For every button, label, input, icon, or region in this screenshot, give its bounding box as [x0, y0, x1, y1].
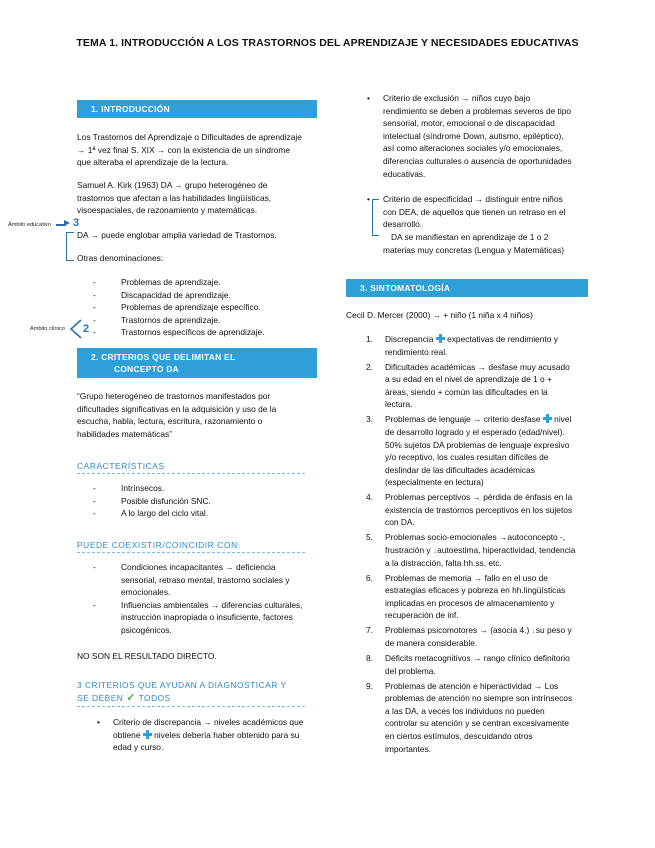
list-item	[366, 413, 576, 489]
checkmark-icon: ✓	[126, 691, 136, 704]
arrow-head-icon	[64, 220, 70, 226]
subheading-text-b: TODOS	[138, 692, 171, 703]
intro-paragraph-4: Otras denominaciones:	[77, 253, 164, 263]
item-text-a: Problemas de lenguaje → criterio desfase	[385, 414, 541, 425]
criterio-exclusion-list	[366, 92, 574, 180]
list-item	[96, 716, 306, 754]
list-item: - Discapacidad de aprendizaje.	[93, 289, 305, 302]
brace-icon	[69, 318, 83, 340]
item-text-b: expectativas de rendimiento y rendimiento real.	[385, 334, 558, 357]
item-text-a: Problemas psicomotores → (asocia 4.)	[385, 625, 530, 636]
item-text-a: Problemas perceptivos → pérdida de énfasis en la existencia de trastornos perceptivos en los sujetos con DA.	[385, 492, 573, 528]
item-text-a: Déficits metacognitivos → rango clínico definitorio del problema.	[385, 652, 570, 676]
list-item: - Trastornos específicos de aprendizaje.	[93, 326, 305, 339]
caracteristicas-list	[93, 482, 305, 520]
criterio-especificidad-list	[366, 193, 574, 231]
item-text-a: Discrepancia	[385, 334, 434, 344]
list-item	[366, 624, 576, 649]
item-number: 3.	[366, 414, 373, 425]
list-item: - Posible disfunción SNC.	[93, 495, 305, 508]
list-item: • Criterio de exclusión → niños cuyo bajo rendimiento se deben a problemas severos de tipo sensorial, motor, emocional o de discapacidad intelectual (síndrome Down, autismo, epiléptico), así como alteraciones sociales y/o emocionales, diferencias culturales o ausencia de oportunidades educativas.	[366, 92, 574, 180]
section-heading-criterios	[77, 348, 317, 378]
subheading-coexistir: PUEDE COEXISTIR/COINCIDIR CON:	[77, 540, 305, 553]
item-text-a: Problemas de memoria → fallo en el uso de estrategias eficaces y pobreza en hh.lingüísticas implicadas en procesos de almacenamiento y recuperación de inf.	[385, 572, 566, 621]
list-item	[366, 491, 576, 529]
list-item: - Problemas de aprendizaje.	[93, 276, 305, 289]
list-item	[366, 680, 576, 756]
note-ambito-clinico: Ámbito clínico	[30, 326, 65, 332]
item-number: 9.	[366, 680, 373, 691]
bracket-mark	[66, 232, 74, 261]
sintomatologia-intro: Cecil D. Mercer (2000) → + niño (1 niña x 4 niños)	[346, 310, 533, 320]
criterio-text-b: niveles debería haber obtenido para su edad y curso.	[113, 729, 300, 753]
heading-line-1: 2. CRITERIOS QUE DELIMITAN EL	[91, 352, 236, 362]
arrow-down-icon: ↓	[432, 545, 438, 556]
item-number: 5.	[366, 532, 373, 543]
plus-icon	[436, 334, 445, 343]
no-resultado-text: NO SON EL RESULTADO DIRECTO.	[77, 651, 217, 661]
item-text-a: Dificultades académicas → desfase muy acusado a su edad en el nivel de aprendizaje de 1 o + áreas, siendo + común las dificultades en la lectura.	[385, 361, 570, 410]
coexistir-list	[93, 561, 305, 637]
list-item: - Trastornos de aprendizaje.	[93, 314, 305, 327]
handwritten-mark-2: 2	[83, 323, 90, 335]
item-text-b: autoestima, hiperactividad, tendencia a la distracción, falta hh.ss, etc.	[385, 545, 576, 568]
subheading-line-2	[77, 692, 305, 705]
list-item	[366, 652, 576, 677]
note-ambito-educativo: Ámbito educativo	[8, 222, 51, 228]
list-item: • Criterio de especificidad → distinguir entre niños con DEA, de aquellos que tienen un retraso en el desarrollo.	[366, 193, 574, 231]
list-item: - Problemas de aprendizaje específico.	[93, 301, 305, 314]
item-number: 2.	[366, 361, 373, 372]
document-title: TEMA 1. INTRODUCCIÓN A LOS TRASTORNOS DEL APRENDIZAJE Y NECESIDADES EDUCATIVAS	[76, 37, 579, 49]
list-item: - Condiciones incapacitantes → deficiencia sensorial, retraso mental, trastorno sociales y emocionales.	[93, 561, 305, 599]
subheading-caracteristicas: CARACTERÍSTICAS	[77, 461, 305, 474]
item-number: 4.	[366, 492, 373, 503]
subheading-line-1: 3 CRITERIOS QUE AYUDAN A DIAGNOSTICAR Y	[77, 680, 287, 690]
subheading-text-a: SE DEBEN	[77, 692, 124, 703]
section-heading-introduccion: 1. INTRODUCCIÓN	[77, 100, 317, 118]
intro-paragraph-3: DA → puede englobar amplia variedad de Trastornos.	[77, 230, 277, 240]
subheading-3-criterios	[77, 679, 305, 707]
definition-quote: “Grupo heterogéneo de trastornos manifestados por dificultades significativas en la adquisición y uso de la escucha, habla, lectura, escritura, razonamiento o habilidades matemáticas”	[77, 391, 277, 439]
especificidad-note	[383, 231, 574, 256]
intro-paragraph-1: Los Trastornos del Aprendizaje o Dificultades de aprendizaje → 1ª vez final S. XIX → con la existencia de un síndrome que alteraba el aprendizaje de la lectura.	[77, 132, 302, 168]
criterio-text-a: Criterio de discrepancia → niveles académicos que obtiene	[113, 717, 304, 740]
list-item: - A lo largo del ciclo vital.	[93, 507, 305, 520]
item-number: 7.	[366, 625, 373, 636]
especificidad-text: DA se manifiestan en aprendizaje de 1 o 2 materias muy concretas (Lengua y Matemáticas)	[383, 232, 565, 255]
denominaciones-list	[93, 276, 305, 339]
handwritten-mark-3: 3	[73, 217, 80, 229]
list-item	[366, 572, 576, 622]
item-text-b: su peso y de manera considerable.	[385, 625, 572, 648]
list-item: - Influencias ambientales → diferencias culturales, instrucción inapropiada o insuficiente, factores psicogénicos.	[93, 599, 305, 637]
item-text-a: Problemas de atención e hiperactividad → Los problemas de atención no siempre son intrínsecos a las DA, a veces los individuos no pueden controlar su atención y se centran excesivamente en ciertos estímulos, descuidando otros importantes.	[385, 680, 573, 754]
sintomas-list	[366, 333, 576, 758]
fifty-percent-note: 50% sujetos DA problemas de lenguaje expresivo y/o receptivo, los cuales resultan difíciles de deslindar de las dificultades académicas (especialmente en lectura)	[385, 439, 570, 488]
list-item	[366, 333, 576, 358]
item-number: 1.	[366, 334, 373, 344]
item-text-a: Problemas socio-emocionales →autoconcepto -, frustración y	[385, 532, 566, 556]
item-number: 6.	[366, 572, 373, 583]
intro-paragraph-2: Samuel A. Kirk (1963) DA → grupo heterogéneo de trastornos que afectan a las habilidades lingüísticas, visoespaciales, de razonamiento y matemáticas.	[77, 180, 272, 216]
plus-icon	[143, 730, 152, 739]
criterio-discrepancia-list	[96, 716, 306, 754]
plus-icon	[543, 414, 552, 423]
item-text-b: nivel de desarrollo logrado y el esperado (edad/nivel).	[385, 414, 572, 437]
arrow-down-icon: ↓	[531, 625, 536, 636]
list-item: - Intrínsecos.	[93, 482, 305, 495]
list-item	[366, 531, 576, 569]
item-number: 8.	[366, 652, 373, 663]
heading-line-2: CONCEPTO DA	[114, 364, 180, 374]
section-heading-sintomatologia: 3. SINTOMATOLOGÍA	[346, 279, 588, 297]
list-item	[366, 361, 576, 411]
